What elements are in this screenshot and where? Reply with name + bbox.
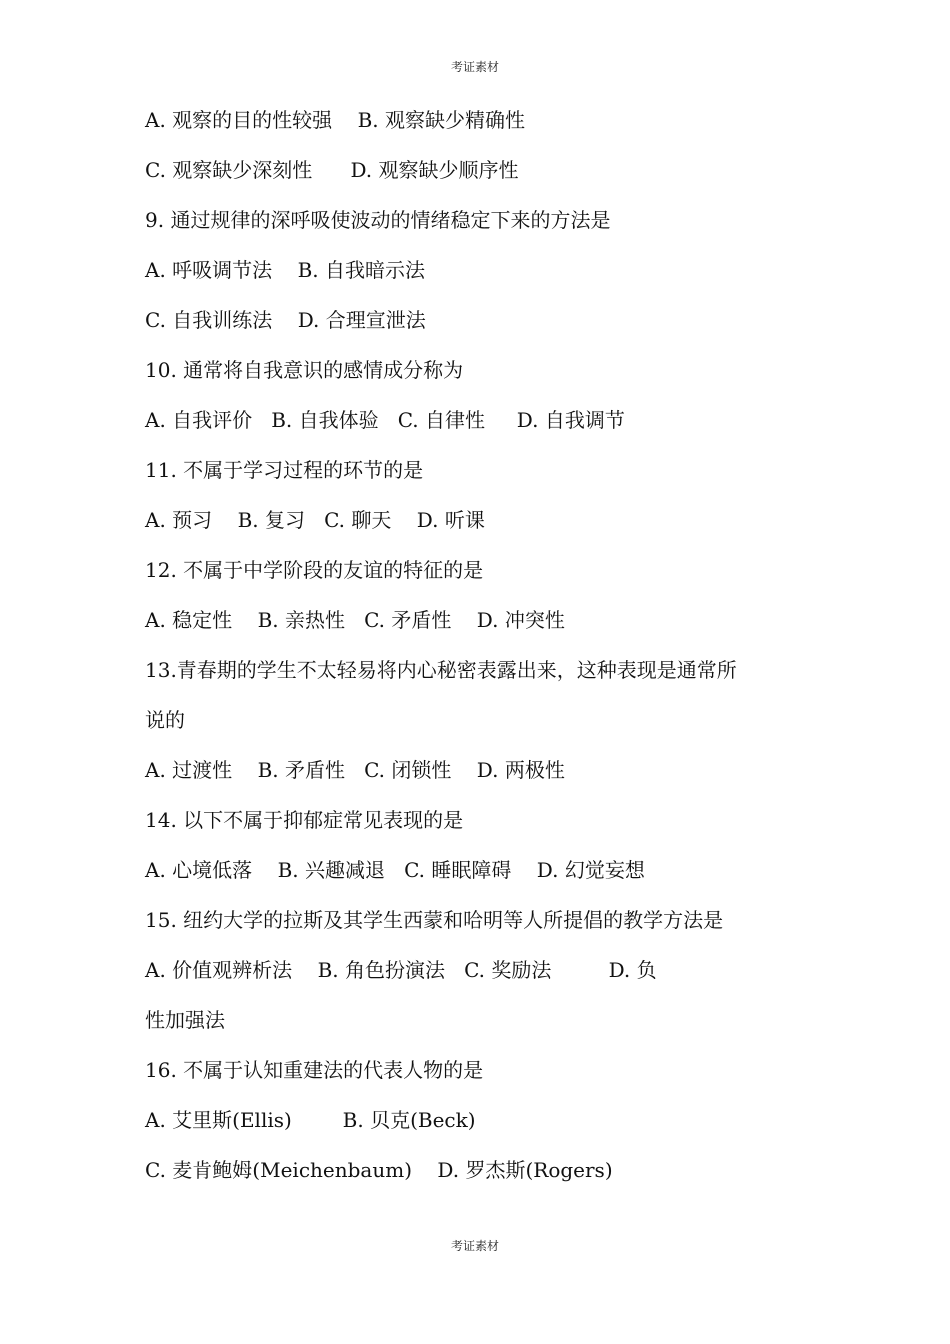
question-line: C. 自我训练法 D. 合理宣泄法 (145, 308, 426, 332)
question-line: 10. 通常将自我意识的感情成分称为 (145, 358, 464, 382)
document-body (145, 104, 815, 1204)
question-line: A. 观察的目的性较强 B. 观察缺少精确性 (145, 108, 525, 132)
question-line: A. 价值观辨析法 B. 角色扮演法 C. 奖励法 D. 负 (145, 958, 657, 982)
question-line: A. 呼吸调节法 B. 自我暗示法 (145, 258, 425, 282)
question-line: A. 稳定性 B. 亲热性 C. 矛盾性 D. 冲突性 (145, 608, 565, 632)
question-line: 13.青春期的学生不太轻易将内心秘密表露出来，这种表现是通常所 (145, 658, 737, 682)
question-line: 14. 以下不属于抑郁症常见表现的是 (145, 808, 464, 832)
question-line: A. 预习 B. 复习 C. 聊天 D. 听课 (145, 508, 485, 532)
question-line: A. 自我评价 B. 自我体验 C. 自律性 D. 自我调节 (145, 408, 625, 432)
question-line: 15. 纽约大学的拉斯及其学生西蒙和哈明等人所提倡的教学方法是 (145, 908, 724, 932)
question-line: A. 艾里斯(Ellis) B. 贝克(Beck) (145, 1108, 476, 1132)
question-line: 说的 (145, 708, 185, 732)
question-line: C. 麦肯鲍姆(Meichenbaum) D. 罗杰斯(Rogers) (145, 1158, 613, 1182)
question-line: 16. 不属于认知重建法的代表人物的是 (145, 1058, 484, 1082)
question-line: A. 过渡性 B. 矛盾性 C. 闭锁性 D. 两极性 (145, 758, 565, 782)
question-line: 11. 不属于学习过程的环节的是 (145, 458, 424, 482)
question-line: 性加强法 (145, 1008, 225, 1032)
question-line: C. 观察缺少深刻性 D. 观察缺少顺序性 (145, 158, 519, 182)
question-line: 12. 不属于中学阶段的友谊的特征的是 (145, 558, 484, 582)
page-footer: 考证素材 (450, 1239, 499, 1253)
page-header: 考证素材 (450, 60, 499, 74)
question-line: A. 心境低落 B. 兴趣减退 C. 睡眠障碍 D. 幻觉妄想 (145, 858, 645, 882)
question-line: 9. 通过规律的深呼吸使波动的情绪稳定下来的方法是 (145, 208, 611, 232)
